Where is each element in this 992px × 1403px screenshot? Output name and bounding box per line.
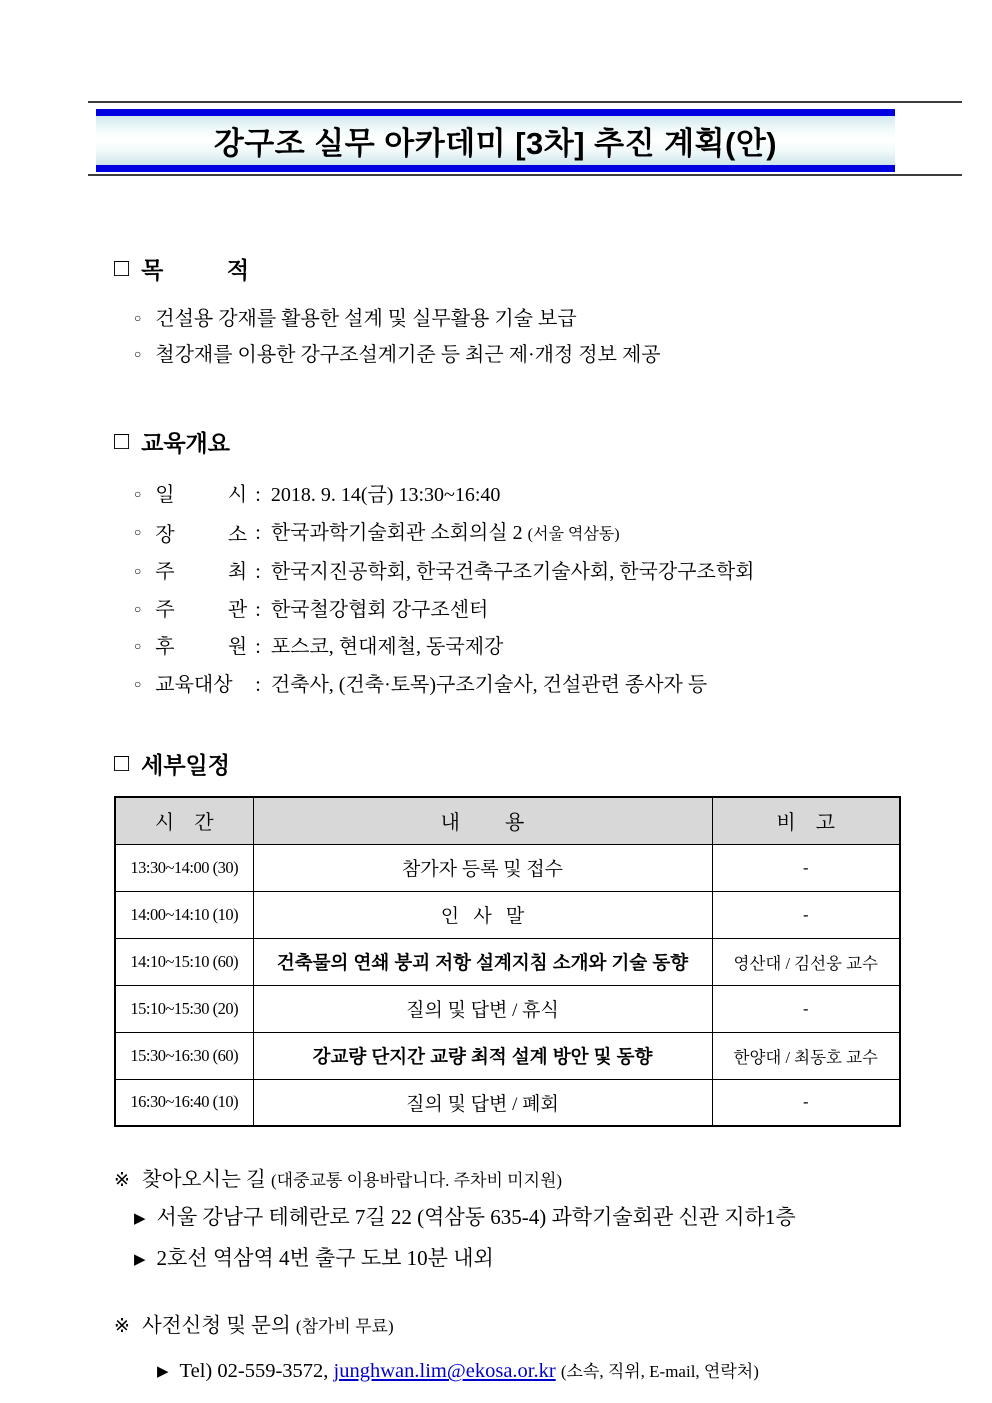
purpose-item: [134, 301, 992, 337]
section-purpose: [0, 252, 992, 373]
banner-bottom-hairline: [88, 174, 962, 176]
cell-time: 16:30~16:40 (10): [115, 1079, 253, 1126]
header-time: 시 간: [115, 797, 253, 844]
overview-label: 주 관: [155, 598, 248, 621]
cell-time: 15:30~16:30 (60): [115, 1032, 253, 1079]
directions-title-note: (대중교통 이용바랍니다. 주차비 미지원): [271, 1171, 563, 1190]
circle-bullet-icon: ○: [134, 524, 142, 539]
colon: :: [255, 561, 261, 583]
directions-note: [0, 1163, 992, 1279]
circle-bullet-icon: ○: [134, 601, 142, 616]
square-bullet-icon: □: [114, 427, 130, 455]
cell-content: 질의 및 답변 / 휴식: [253, 985, 712, 1032]
overview-label: 주 최: [155, 561, 248, 583]
contact-phone: Tel) 02-559-3572,: [179, 1360, 329, 1382]
email-link[interactable]: junghwan.lim@ekosa.or.kr: [333, 1360, 556, 1382]
cell-content: 질의 및 답변 / 폐회: [253, 1079, 712, 1126]
cell-content: 건축물의 연쇄 붕괴 저항 설계지침 소개와 기술 동향: [253, 938, 712, 985]
cell-time: 14:00~14:10 (10): [115, 891, 253, 938]
overview-heading: [114, 425, 992, 458]
circle-bullet-icon: ○: [134, 676, 142, 691]
overview-row: [134, 514, 992, 554]
table-header-row: [115, 797, 900, 844]
purpose-item: [134, 337, 992, 373]
application-title-line: [114, 1309, 992, 1344]
overview-value-note: (서울 역삼동): [527, 525, 620, 543]
circle-bullet-icon: ○: [134, 564, 142, 578]
header-content: 내 용: [253, 797, 712, 844]
application-title-note: (참가비 무료): [295, 1317, 394, 1336]
section-overview: [0, 425, 992, 703]
overview-row: [134, 553, 992, 591]
cell-time: 13:30~14:00 (30): [115, 844, 253, 891]
cell-remark: 영산대 / 김선웅 교수: [712, 938, 900, 985]
overview-value: 2018. 9. 14(금) 13:30~16:40: [270, 484, 501, 506]
overview-label: 일 시: [155, 484, 248, 506]
cell-remark: 한양대 / 최동호 교수: [712, 1032, 900, 1079]
cell-time: 14:10~15:10 (60): [115, 938, 253, 985]
colon: :: [255, 598, 261, 621]
overview-heading-label: 교육개요: [141, 430, 230, 456]
table-row: [115, 938, 900, 985]
reference-mark-icon: ※: [114, 1316, 130, 1337]
directions-title: 찾아오시는 길: [141, 1169, 266, 1191]
overview-row: [134, 591, 992, 629]
directions-item: [134, 1198, 992, 1239]
colon: :: [255, 484, 261, 506]
banner-box: [96, 109, 895, 172]
directions-item-text: 서울 강남구 테헤란로 7길 22 (역삼동 635-4) 과학기술회관 신관 지하1층: [156, 1205, 796, 1229]
cell-remark: -: [712, 844, 900, 891]
header-remark: 비 고: [712, 797, 900, 844]
application-note: [0, 1309, 992, 1392]
purpose-item-text: 철강재를 이용한 강구조설계기준 등 최근 제·개정 정보 제공: [155, 344, 661, 366]
square-bullet-icon: □: [114, 749, 130, 777]
overview-value: 한국과학기술회관 소회의실 2: [270, 521, 523, 544]
schedule-table: [114, 796, 901, 1127]
overview-list: [134, 476, 992, 703]
directions-item-text: 2호선 역삼역 4번 출구 도보 10분 내외: [156, 1245, 494, 1270]
cell-remark: -: [712, 891, 900, 938]
application-title: 사전신청 및 문의: [141, 1315, 291, 1337]
banner-top-hairline: [88, 101, 962, 103]
overview-row: [134, 476, 992, 514]
colon: :: [255, 521, 261, 544]
overview-row: [134, 628, 992, 666]
table-row: [115, 1032, 900, 1079]
purpose-heading: [114, 252, 992, 285]
directions-item: [134, 1239, 992, 1280]
overview-label: 장 소: [155, 523, 248, 546]
directions-title-line: [114, 1163, 992, 1198]
overview-value: 건축사, (건축·토목)구조기술사, 건설관련 종사자 등: [270, 673, 708, 696]
contact-suffix: (소속, 직위, E-mail, 연락처): [560, 1362, 759, 1381]
reference-mark-icon: ※: [114, 1170, 130, 1191]
purpose-list: [134, 301, 992, 373]
page-title: 강구조 실무 아카데미 [3차] 추진 계획(안): [213, 126, 778, 161]
table-row: [115, 1079, 900, 1126]
schedule-heading: [114, 747, 992, 780]
circle-bullet-icon: ○: [134, 311, 142, 325]
overview-value: 한국지진공학회, 한국건축구조기술사회, 한국강구조학회: [270, 561, 755, 583]
purpose-heading-label: 목 적: [141, 257, 250, 283]
table-row: [115, 891, 900, 938]
contact-line: [157, 1352, 992, 1392]
table-row: [115, 985, 900, 1032]
table-row: [115, 844, 900, 891]
colon: :: [255, 636, 261, 658]
circle-bullet-icon: ○: [134, 487, 142, 501]
cell-remark: -: [712, 985, 900, 1032]
cell-time: 15:10~15:30 (20): [115, 985, 253, 1032]
arrow-bullet-icon: ▶: [134, 1251, 146, 1268]
overview-row: [134, 666, 992, 704]
cell-content: 참가자 등록 및 접수: [253, 844, 712, 891]
overview-label: 교육대상: [155, 673, 233, 696]
circle-bullet-icon: ○: [134, 639, 142, 653]
cell-remark: -: [712, 1079, 900, 1126]
colon: :: [255, 673, 261, 696]
square-bullet-icon: □: [114, 254, 130, 282]
purpose-item-text: 건설용 강재를 활용한 설계 및 실무활용 기술 보급: [155, 308, 577, 330]
circle-bullet-icon: ○: [134, 347, 142, 361]
overview-label: 후 원: [155, 636, 248, 658]
section-schedule: [0, 747, 992, 1127]
overview-value: 한국철강협회 강구조센터: [270, 598, 489, 621]
schedule-heading-label: 세부일정: [141, 752, 230, 778]
cell-content: 인 사 말: [253, 891, 712, 938]
arrow-bullet-icon: ▶: [157, 1364, 169, 1380]
overview-value: 포스코, 현대제철, 동국제강: [270, 636, 504, 658]
arrow-bullet-icon: ▶: [134, 1211, 146, 1227]
title-banner: [0, 0, 992, 176]
cell-content: 강교량 단지간 교량 최적 설계 방안 및 동향: [253, 1032, 712, 1079]
